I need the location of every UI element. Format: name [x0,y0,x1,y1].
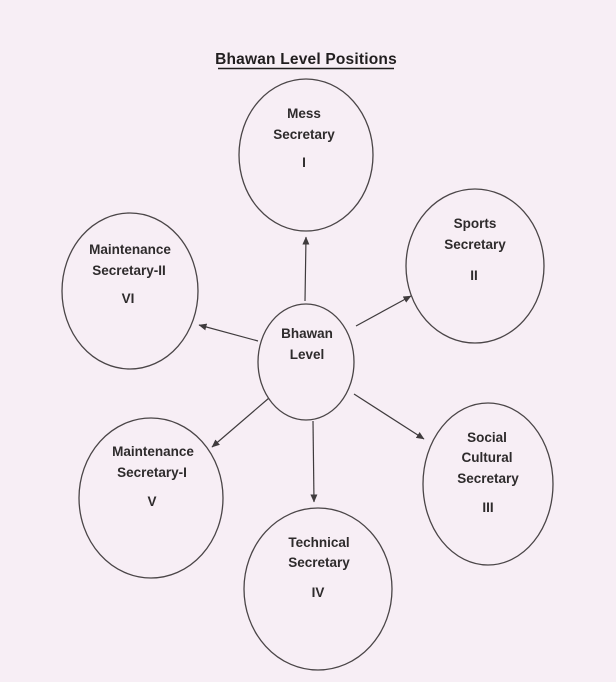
social-cultural-secretary-line1: Social [467,430,507,445]
arrow-to-social-cultural-secretary [354,394,424,439]
social-cultural-secretary-line3: Secretary [457,471,519,486]
arrow-to-sports-secretary [356,296,411,326]
mess-secretary-line1: Mess [287,106,321,121]
sports-secretary-ellipse [406,189,544,343]
social-cultural-secretary-numeral: III [482,500,494,515]
social-cultural-secretary-line2: Cultural [461,450,513,465]
mess-secretary-numeral: I [302,155,306,170]
arrow-to-technical-secretary [313,421,314,502]
mess-secretary-line2: Secretary [273,127,335,142]
technical-secretary-numeral: IV [311,585,325,600]
maintenance-secretary-2-line2: Secretary-II [92,263,166,278]
center-node-line2: Level [289,347,325,362]
arrow-to-mess-secretary [305,237,306,301]
arrow-to-maintenance-secretary-2 [199,325,258,341]
arrow-to-maintenance-secretary-1 [212,398,269,447]
maintenance-secretary-1-line1: Maintenance [112,444,194,459]
maintenance-secretary-1-numeral: V [147,494,157,509]
maintenance-secretary-2-line1: Maintenance [89,242,171,257]
sports-secretary-line2: Secretary [444,237,506,252]
sports-secretary-line1: Sports [453,216,497,231]
sports-secretary-numeral: II [470,268,478,283]
technical-secretary-line1: Technical [288,535,350,550]
diagram-title: Bhawan Level Positions [215,51,397,68]
maintenance-secretary-1-line2: Secretary-I [117,465,187,480]
center-node-ellipse [258,304,354,420]
maintenance-secretary-2-numeral: VI [121,291,135,306]
technical-secretary-line2: Secretary [288,555,350,570]
mess-secretary-ellipse [239,79,373,231]
center-node-line1: Bhawan [281,326,333,341]
